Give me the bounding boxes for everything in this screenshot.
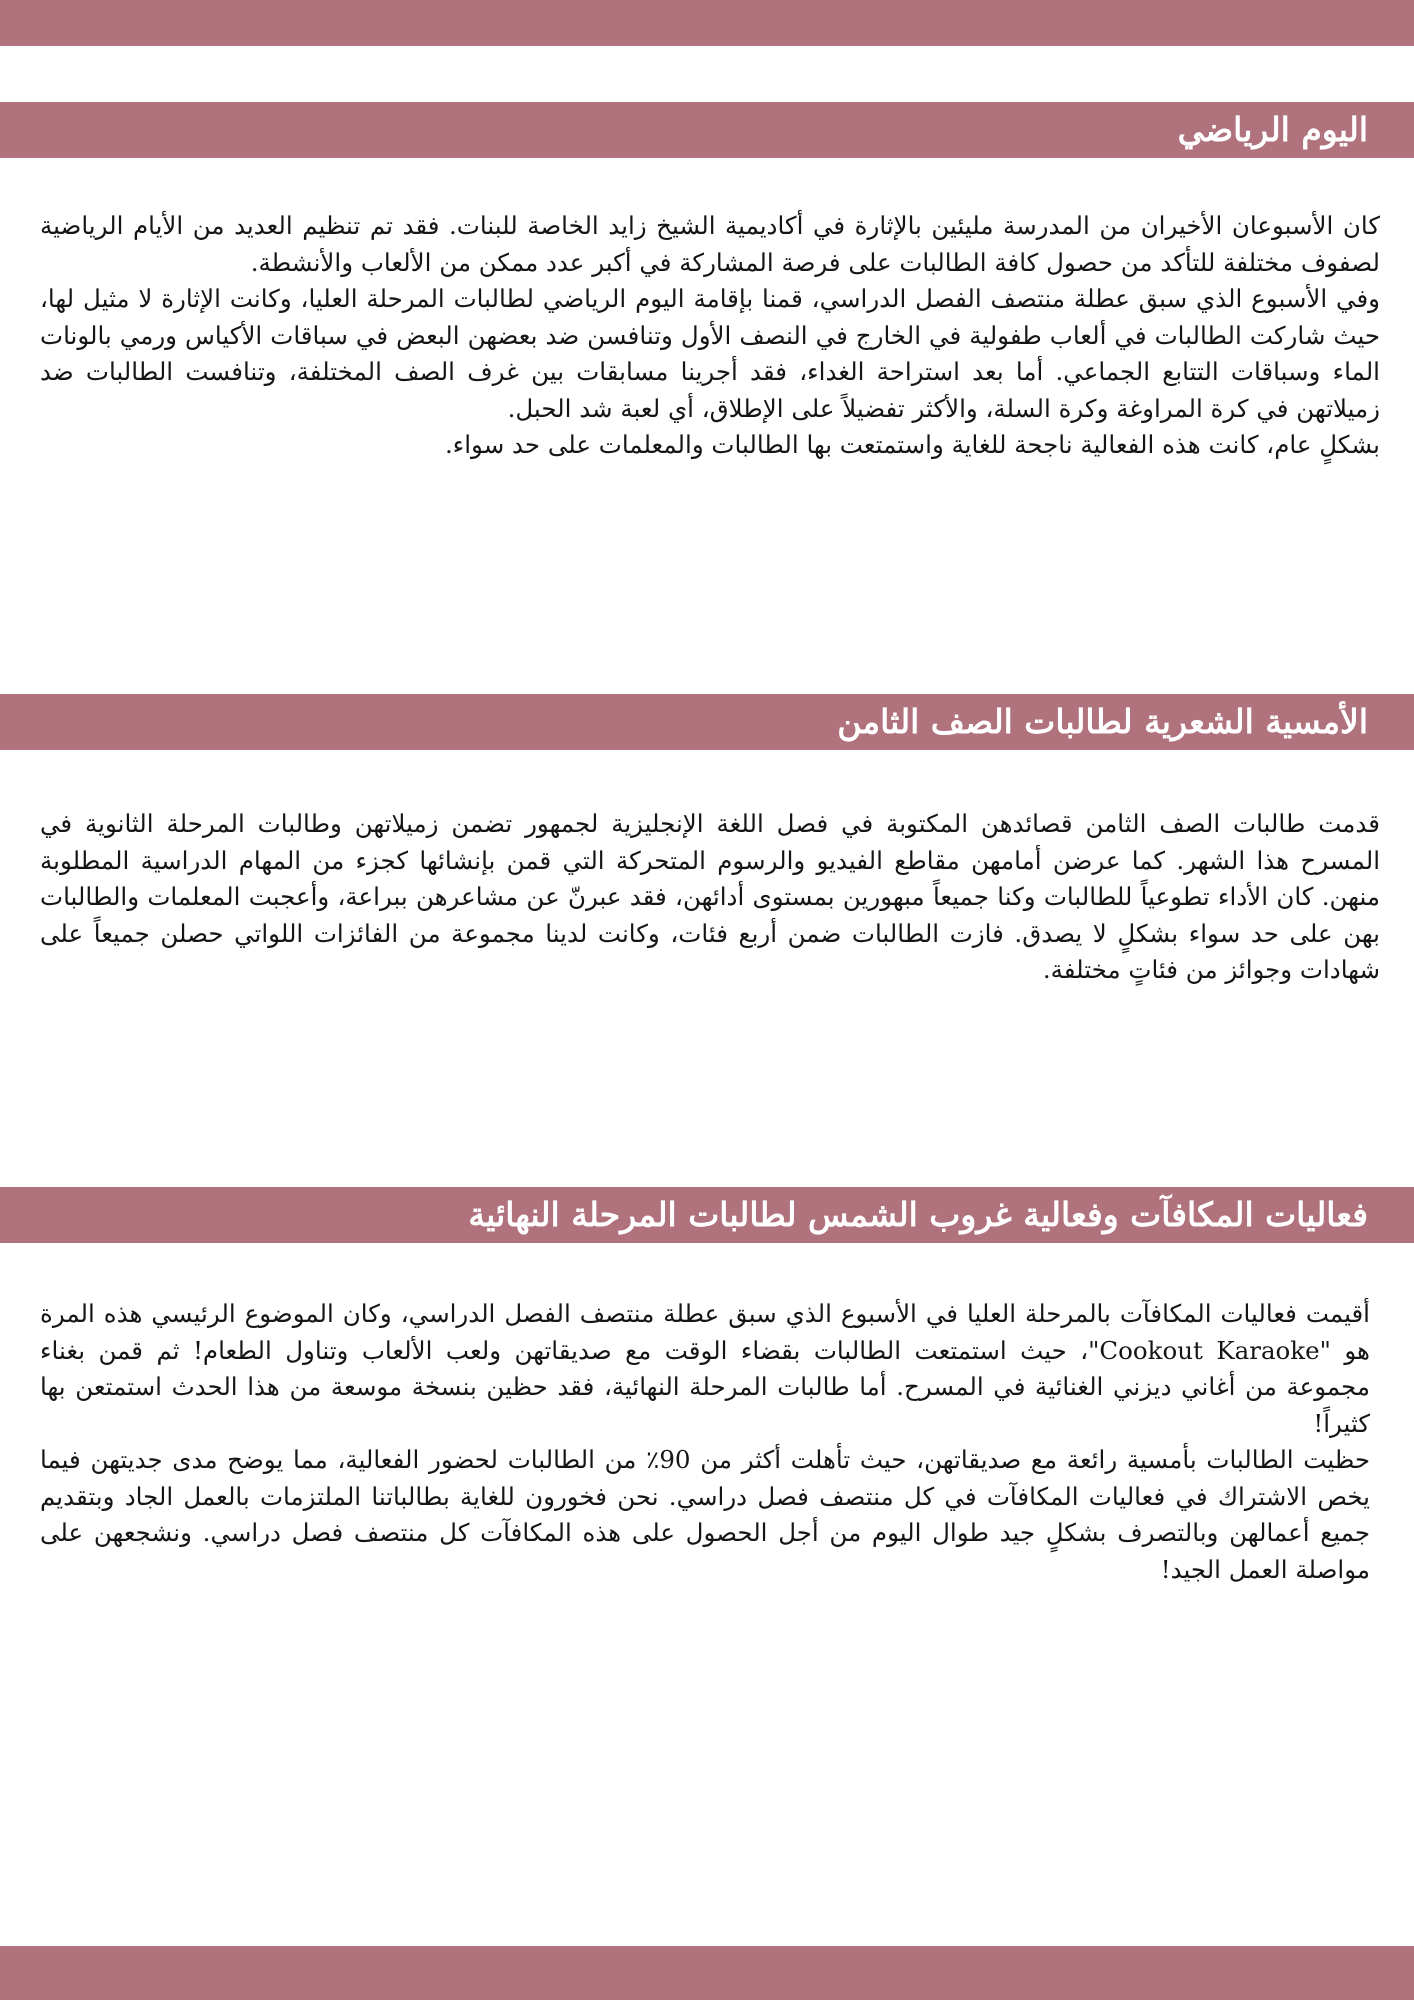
- paragraph: وفي الأسبوع الذي سبق عطلة منتصف الفصل الدراسي، قمنا بإقامة اليوم الرياضي لطالبات المرحلة العليا، وكانت الإثارة لا مثيل لها، حيث شاركت الطالبات في ألعاب طفولية في الخارج في النصف الأول وتنافسن ضد بعضهن البعض في سباقات الأكياس ورمي بالونات الماء وسباقات التتابع الجماعي. أما بعد استراحة الغداء، فقد أجرينا مسابقات بين غرف الصف المختلفة، وتنافست الطالبات ضد زميلاتهن في كرة المراوغة وكرة السلة، والأكثر تفضيلاً على الإطلاق، أي لعبة شد الحبل.: [40, 284, 1380, 423]
- paragraph: أقيمت فعاليات المكافآت بالمرحلة العليا في الأسبوع الذي سبق عطلة منتصف الفصل الدراسي، وكان الموضوع الرئيسي هذه المرة هو "Cookout Karaoke"، حيث استمتعت الطالبات بقضاء الوقت مع صديقاتهن ولعب الألعاب وتناول الطعام! ثم قمن بغناء مجموعة من أغاني ديزني الغنائية في المسرح. أما طالبات المرحلة النهائية، فقد حظين بنسخة موسعة من هذا الحدث استمتعن بها كثيراً!: [40, 1299, 1370, 1438]
- paragraph: حظيت الطالبات بأمسية رائعة مع صديقاتهن، حيث تأهلت أكثر من 90٪ من الطالبات لحضور الفعالية، مما يوضح مدى جديتهن فيما يخص الاشتراك في فعاليات المكافآت في كل منتصف فصل دراسي. نحن فخورون للغاية بطالباتنا الملتزمات بالعمل الجاد وبتقديم جميع أعمالهن وبالتصرف بشكلٍ جيد طوال اليوم من أجل الحصول على هذه المكافآت كل منتصف فصل دراسي. ونشجعهن على مواصلة العمل الجيد!: [40, 1445, 1371, 1584]
- top-decorative-band: [0, 0, 1414, 46]
- section-title-poetry-evening: الأمسية الشعرية لطالبات الصف الثامن: [0, 694, 1414, 750]
- section-body-poetry-evening: [40, 806, 1380, 989]
- section-body-sports-day: [40, 208, 1380, 464]
- section-title-rewards-sunset: فعاليات المكافآت وفعالية غروب الشمس لطالبات المرحلة النهائية: [0, 1187, 1414, 1243]
- section-title-sports-day: اليوم الرياضي: [0, 102, 1414, 158]
- paragraph: قدمت طالبات الصف الثامن قصائدهن المكتوبة في فصل اللغة الإنجليزية لجمهور تضمن زميلاتهن وطالبات المرحلة الثانوية في المسرح هذا الشهر. كما عرضن أمامهن مقاطع الفيديو والرسوم المتحركة التي قمن بإنشائها كجزء من المهام الدراسية المطلوبة منهن. كان الأداء تطوعياً للطالبات وكنا جميعاً مبهورين بمستوى أدائهن، فقد عبرنّ عن مشاعرهن ببراعة، وأعجبت المعلمات والطالبات بهن على حد سواء بشكلٍ لا يصدق. فازت الطالبات ضمن أربع فئات، وكانت لدينا مجموعة من الفائزات اللواتي حصلن جميعاً على شهادات وجوائز من فئاتٍ مختلفة.: [40, 809, 1380, 984]
- paragraph: كان الأسبوعان الأخيران من المدرسة مليئين بالإثارة في أكاديمية الشيخ زايد الخاصة للبنات. فقد تم تنظيم العديد من الأيام الرياضية لصفوف مختلفة للتأكد من حصول كافة الطالبات على فرصة المشاركة في أكبر عدد ممكن من الألعاب والأنشطة.: [40, 211, 1380, 277]
- bottom-decorative-band: [0, 1946, 1414, 2000]
- section-body-rewards-sunset: [40, 1296, 1370, 1588]
- paragraph: بشكلٍ عام، كانت هذه الفعالية ناجحة للغاية واستمتعت بها الطالبات والمعلمات على حد سواء.: [444, 430, 1380, 459]
